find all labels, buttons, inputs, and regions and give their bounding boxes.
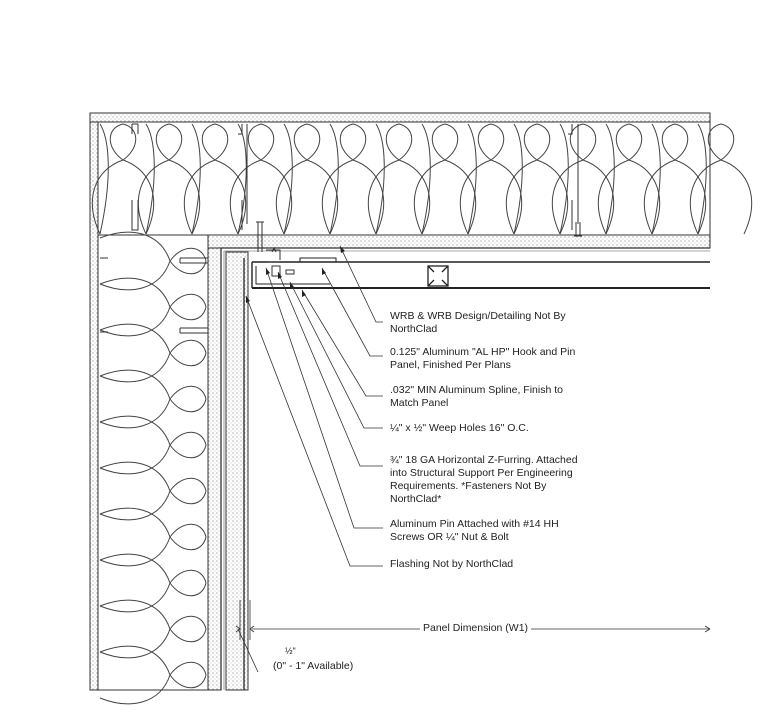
corner-sheathing-vertical bbox=[208, 235, 221, 690]
callout-text: Screws OR ¼" Nut & Bolt bbox=[390, 531, 509, 543]
callout-weep-holes bbox=[390, 422, 610, 435]
callout-text: Requirements. *Fasteners Not By bbox=[390, 480, 547, 492]
callout-text: ¾" 18 GA Horizontal Z-Furring. Attached bbox=[390, 454, 578, 466]
callout-text: NorthClad bbox=[390, 323, 438, 335]
top-sheathing bbox=[90, 113, 710, 122]
corner-sheathing-horizontal bbox=[208, 235, 710, 248]
callout-text: Panel, Finished Per Plans bbox=[390, 359, 511, 371]
callout-text: WRB & WRB Design/Detailing Not By bbox=[390, 310, 566, 322]
horizontal-panel bbox=[252, 258, 710, 288]
gap-fraction-label: ½" bbox=[282, 646, 299, 656]
callout-wrb bbox=[390, 310, 610, 336]
callout-text: Match Panel bbox=[390, 397, 449, 409]
callout-text: 0.125" Aluminum "AL HP" Hook and Pin bbox=[390, 346, 576, 358]
horizontal-insulation bbox=[92, 122, 751, 235]
callout-text: into Structural Support Per Engineering bbox=[390, 467, 573, 479]
callout-spline bbox=[390, 384, 610, 410]
callout-pin bbox=[390, 518, 610, 544]
panel-dimension-label: Panel Dimension (W1) bbox=[420, 622, 531, 634]
callout-text: Aluminum Pin Attached with #14 HH bbox=[390, 518, 559, 530]
leader-arrowheads bbox=[246, 246, 345, 303]
callout-panel bbox=[390, 346, 610, 372]
callout-text: Flashing Not by NorthClad bbox=[390, 558, 514, 570]
vertical-insulation bbox=[98, 232, 208, 704]
callout-z-furring bbox=[390, 454, 610, 506]
callout-text: NorthClad* bbox=[390, 493, 442, 505]
callout-text: ¼" x ½" Weep Holes 16" O.C. bbox=[390, 422, 529, 434]
callout-flashing bbox=[390, 558, 610, 571]
callout-text: .032" MIN Aluminum Spline, Finish to bbox=[390, 384, 563, 396]
gap-range-label: (0" - 1" Available) bbox=[270, 660, 356, 672]
leader-lines bbox=[246, 246, 383, 566]
panel-pin-symbol bbox=[428, 266, 448, 286]
left-sheathing bbox=[90, 122, 98, 690]
